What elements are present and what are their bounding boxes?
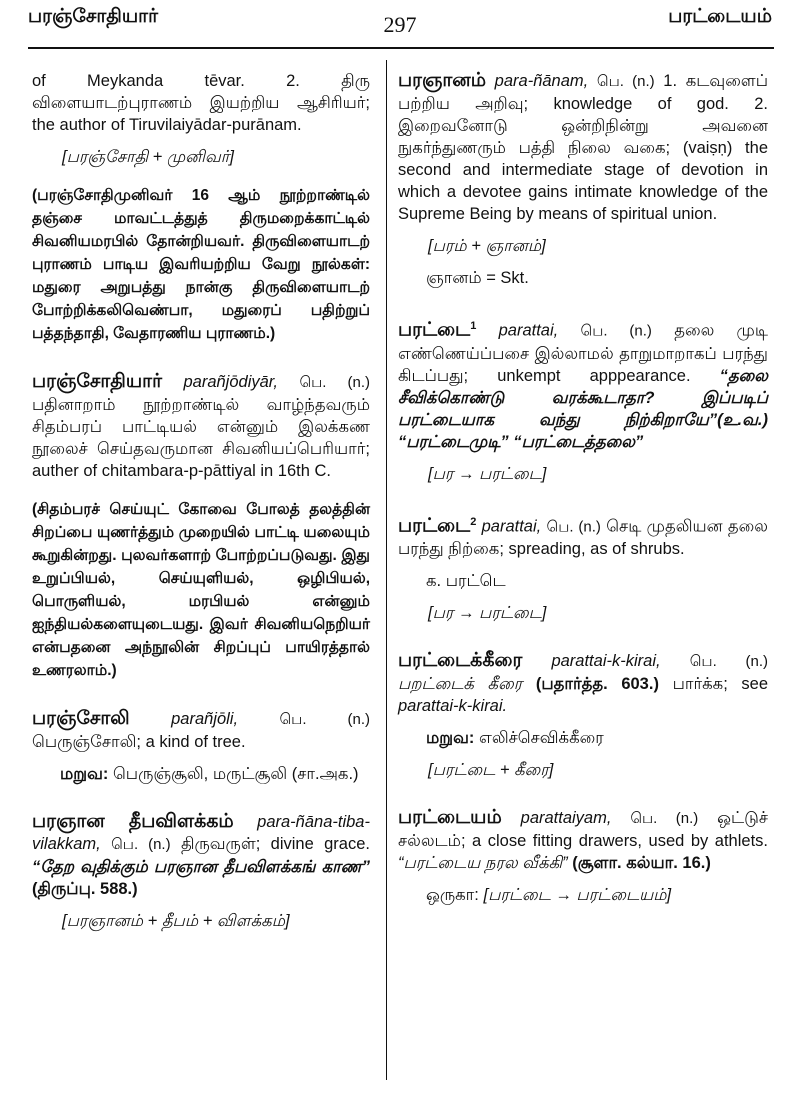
part-of-speech: பெ. (n.) [596, 73, 655, 90]
etymology: [பர → பரட்டை] [428, 604, 547, 622]
definition: பெருஞ்சோலி; a kind of tree. [32, 733, 246, 751]
part-of-speech: பெ. (n.) [111, 836, 171, 853]
transliteration: para-ñānam, [494, 72, 589, 90]
quotation: “பரட்டைய நரல வீக்கி” [398, 854, 568, 872]
etymology: [பரஞானம் + தீபம் + விளக்கம்] [62, 912, 290, 930]
etymology: [பரம் + ஞானம்] [428, 237, 546, 255]
cross-reference-word: பறட்டைக் கீரை [398, 675, 523, 693]
headword: பரட்டை [398, 515, 471, 536]
page-number: 297 [383, 12, 417, 37]
synonym-label: மறுவ: [426, 729, 475, 747]
continued-definition: of Meykanda tēvar. 2. திரு விளையாடற்புராணம் இயற்றிய ஆசிரியர்; the author of Tiruvilaiyādar-purānam. [32, 72, 370, 134]
part-of-speech: பெ. (n.) [279, 711, 371, 728]
citation: (திருப்பு. 588.) [32, 880, 138, 898]
comparison [426, 884, 768, 906]
entry-paranana-tibavilakkam [32, 811, 370, 932]
synonym-list: பெருஞ்சூலி, மருட்சூலி (சா.அக.) [112, 765, 359, 783]
quotation: “தலை சீவிக்கொண்டு வரக்கூடாதா? இப்படிப் பரட்டையாக வந்து நிற்கிறாயே”(உ.வ.) “பரட்டைமுடி” “பரட்டைத்தலை” [398, 366, 768, 451]
entry-paranjoli [32, 708, 370, 785]
transliteration: parattai-k-kirai, [551, 652, 661, 670]
transliteration: parattai, [481, 517, 542, 535]
part-of-speech: பெ. (n.) [546, 518, 601, 535]
kannada-cognate: க. பரட்டெ [426, 572, 506, 590]
entry-prananam [398, 70, 768, 289]
definition: செடி முதலியன தலை பரந்து நிற்கை; spreading, as of shrubs. [398, 517, 768, 558]
continued-entry [32, 70, 370, 345]
definition: 1. கடவுளைப் பற்றிய அறிவு; knowledge of god. 2. இறைவனோடு ஒன்றிநின்று அவனை நுகர்ந்துணரும் பத்தி நிலை வகை; (vaiṣṇ) the second and intermediate stage of devotion in which a devotee gains intimate knowledge of the Supreme Being by means of spiritual union. [398, 72, 768, 223]
homonym-number: 1 [470, 320, 477, 332]
column-divider [386, 60, 387, 1080]
header-rule [28, 47, 774, 49]
synonym-list: எலிச்செவிக்கீரை [478, 729, 604, 747]
transliteration: parattaiyam, [520, 809, 612, 827]
homonym-number: 2 [470, 515, 477, 528]
citation: (சூளா. கல்யா. 16.) [572, 854, 711, 872]
definition: பதினாறாம் நூற்றாண்டில் வாழ்ந்தவரும் சிதம்பரப் பாட்டியல் என்னும் இலக்கண நூலைச் செய்தவருமான சிவனியப்பெரியார்; auther of chitambara-p-pāttiyal in 16th C. [32, 396, 370, 480]
entry-parattai-2 [398, 511, 768, 625]
transliteration: para-ñāna-tiba-vilakkam, [32, 813, 370, 853]
transliteration: parañjōli, [171, 710, 239, 728]
definition: திருவருள்; divine grace. [180, 835, 370, 853]
part-of-speech: பெ. (n.) [689, 653, 768, 670]
comparison-derivation: [பரட்டை → பரட்டையம்] [483, 886, 672, 904]
headword: பரட்டைக்கீரை [398, 650, 523, 671]
citation: (பதார்த்த. 603.) [535, 675, 659, 693]
quotation: “தேற வுதிக்கும் பரஞான தீபவிளக்கங் காண” [32, 858, 370, 876]
etymology: [பர → பரட்டை] [428, 464, 547, 483]
comparison-label: ஒருகா: [426, 886, 479, 904]
entry-parattaiyam [398, 807, 768, 906]
definition: பார்க்க; see [672, 675, 768, 693]
header-last-word: பரட்டையம் [668, 6, 772, 27]
synonyms [426, 727, 768, 749]
entry-parattai-k-kirai [398, 650, 768, 781]
headword: பரட்டை [398, 319, 471, 341]
entry-note: (சிதம்பரச் செய்யுட் கோவை போலத் தலத்தின் சிறப்பை யுணர்த்தும் முறையில் பாட்டி யலையும் கூறுகின்றது. புலவர்களாற் போற்றப்படுவது. இது உறுப்பியல், செய்யுளியல், ஒழிபியல், பொருளியல், மரபியல் என்னும் ஐந்தியல்களையுடையது. இவர் சிவனியநெறியர் என்பதனை அந்நூலின் சிறப்புப் பாயிரத்தால் உணரலாம்.) [32, 501, 370, 679]
part-of-speech: பெ. (n.) [630, 810, 699, 827]
headword: பரஞானம் [398, 70, 487, 91]
left-column [32, 70, 370, 958]
right-column [398, 70, 768, 932]
synonyms [60, 763, 370, 785]
headword: பரஞான தீபவிளக்கம் [32, 811, 234, 832]
headword: பரட்டையம் [398, 807, 502, 828]
synonym-label: மறுவ: [60, 765, 109, 783]
entry-parattai-1 [398, 315, 768, 485]
definition: ஒட்டுச் சல்லடம்; a close fitting drawers, used by athlets. [398, 809, 768, 850]
headword: பரஞ்சோதியார் [32, 371, 163, 392]
etymology: [பரஞ்சோதி + முனிவர்] [62, 148, 234, 166]
transliteration: parattai, [498, 321, 559, 340]
header-first-word: பரஞ்சோதியார் [28, 6, 159, 27]
part-of-speech: பெ. (n.) [580, 322, 652, 340]
etymology: [பரட்டை + கீரை] [428, 761, 554, 779]
entry-note: (பரஞ்சோதிமுனிவர் 16 ஆம் நூற்றாண்டில் தஞ்சை மாவட்டத்துத் திருமறைக்காட்டில் சிவனியமரபில் தோன்றியவர். திருவிளையாடற் புராணம் பாடிய இவரியற்றிய வேறு நூல்கள்: மதுரை அறுபத்து நான்கு திருவிளையாடற் போற்றிக்கலிவெண்பா, மதுரைப் பதிற்றுப் பத்தந்தாதி, வேதாரணிய புராணம்.) [32, 187, 370, 342]
sanskrit-note: ஞானம் = Skt. [426, 269, 529, 287]
part-of-speech: பெ. (n.) [299, 374, 370, 391]
headword: பரஞ்சோலி [32, 708, 130, 729]
transliteration: parañjōdiyār, [183, 373, 278, 391]
definition: தலை முடி எண்ணெய்ப்பசை இல்லாமல் தாறுமாறாகப் பரந்து கிடப்பது; unkempt apppearance. [398, 321, 768, 385]
entry-paranjodiyar [32, 371, 370, 682]
cross-reference-link[interactable]: parattai-k-kirai. [398, 697, 508, 715]
